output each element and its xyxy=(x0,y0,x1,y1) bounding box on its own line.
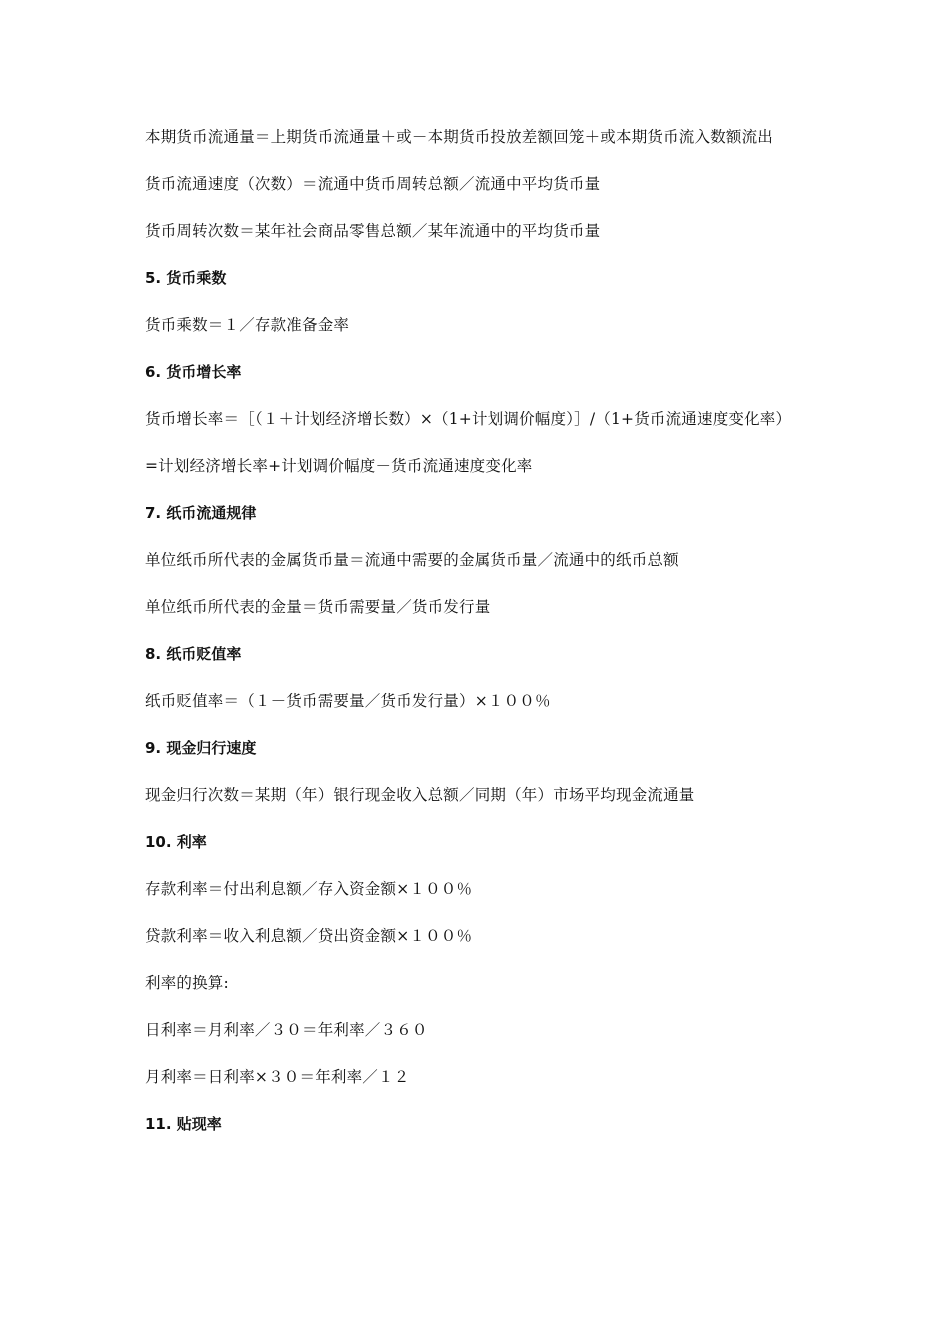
formula-circulation-velocity: 货币流通速度（次数）＝流通中货币周转总额／流通中平均货币量 xyxy=(145,175,601,193)
heading-cash-return-speed: 9. 现金归行速度 xyxy=(145,739,257,757)
formula-monthly-rate: 月利率＝日利率×３０＝年利率／１２ xyxy=(145,1068,410,1086)
document-body xyxy=(145,125,813,1159)
label-rate-conversion: 利率的换算: xyxy=(145,974,229,992)
formula-depreciation-rate: 纸币贬值率＝（１－货币需要量／货币发行量）×１００％ xyxy=(145,692,551,710)
formula-daily-rate: 日利率＝月利率／３０＝年利率／３６０ xyxy=(145,1021,428,1039)
formula-money-multiplier: 货币乘数＝１／存款准备金率 xyxy=(145,316,350,334)
formula-gold-per-note: 单位纸币所代表的金量＝货币需要量／货币发行量 xyxy=(145,598,491,616)
formula-loan-rate: 贷款利率＝收入利息额／贷出资金额×１００％ xyxy=(145,927,473,945)
formula-money-growth-rate: 货币增长率＝［（１＋计划经济增长数）×（1+计划调价幅度）］/（1+货币流通速度变化率） xyxy=(145,410,792,428)
formula-turnover-count: 货币周转次数＝某年社会商品零售总额／某年流通中的平均货币量 xyxy=(145,222,601,240)
heading-interest-rate: 10. 利率 xyxy=(145,833,207,851)
formula-cash-return-count: 现金归行次数＝某期（年）银行现金收入总额／同期（年）市场平均现金流通量 xyxy=(145,786,695,804)
heading-paper-money-law: 7. 纸币流通规律 xyxy=(145,504,257,522)
heading-depreciation-rate: 8. 纸币贬值率 xyxy=(145,645,242,663)
formula-money-growth-rate-simplified: =计划经济增长率+计划调价幅度－货币流通速度变化率 xyxy=(145,457,533,475)
formula-currency-circulation: 本期货币流通量＝上期货币流通量＋或－本期货币投放差额回笼＋或本期货币流入数额流出 xyxy=(145,128,774,146)
heading-money-growth-rate: 6. 货币增长率 xyxy=(145,363,242,381)
heading-money-multiplier: 5. 货币乘数 xyxy=(145,269,227,287)
formula-deposit-rate: 存款利率＝付出利息额／存入资金额×１００％ xyxy=(145,880,473,898)
formula-metal-money-per-note: 单位纸币所代表的金属货币量＝流通中需要的金属货币量／流通中的纸币总额 xyxy=(145,551,679,569)
heading-discount-rate: 11. 贴现率 xyxy=(145,1115,222,1133)
